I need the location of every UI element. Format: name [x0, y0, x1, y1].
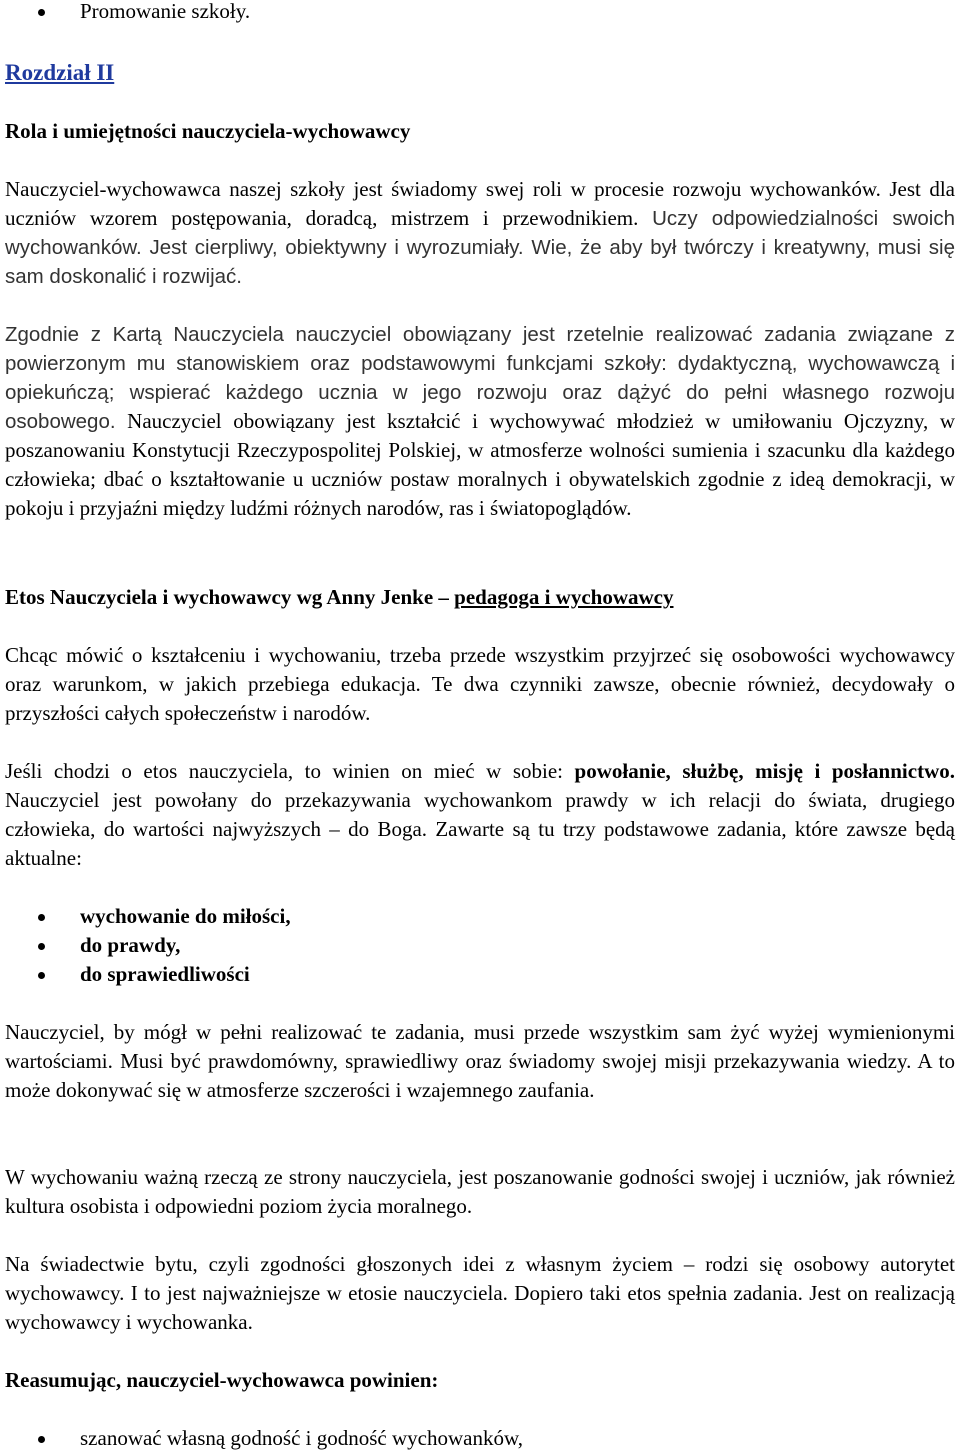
paragraph-ethos-bold: powołanie, służbę, misję i posłannictwo. — [574, 759, 955, 783]
section-title-ethos — [5, 583, 955, 612]
paragraph-education: Chcąc mówić o kształceniu i wychowaniu, trzeba przede wszystkim przyjrzeć się osobowości wychowawcy oraz warunkom, w jakich przebiega edukacja. Te dwa czynniki zawsze, obecnie również, decydowały o przyszłości całych społeczeństw i narodów. — [5, 643, 955, 725]
list-item: szanować własną godność i godność wychowanków, — [5, 1424, 955, 1453]
paragraph-role-sans: Uczy odpowiedzialności swoich wychowanków. Jest cierpliwy, obiektywny i wyrozumiały. Wie, że aby był twórczy i kreatywny, musi się sam doskonalić i rozwijać. — [5, 207, 955, 288]
list-item: wychowanie do miłości, — [5, 902, 955, 931]
paragraph-values: Nauczyciel, by mógł w pełni realizować te zadania, musi przede wszystkim sam żyć wyżej wymienionymi wartościami. Musi być prawdomówny, sprawiedliwy oraz świadomy swojej misji przekazywania wiedzy. A to może dokonywać się w atmosferze szczerości i wzajemnego zaufania. — [5, 1020, 955, 1102]
section-title-ethos-suffix: pedagoga i wychowawcy — [454, 585, 674, 609]
bullet-list-summary — [5, 1424, 955, 1453]
chapter-title: Rozdział II — [5, 60, 115, 85]
paragraph-ethos-start: Jeśli chodzi o etos nauczyciela, to winien on mieć w sobie: — [5, 759, 575, 783]
paragraph-ethos — [5, 757, 955, 873]
paragraph-charter-serif: Nauczyciel obowiązany jest kształcić i wychowywać młodzież w umiłowaniu Ojczyzny, w poszanowaniu Konstytucji Rzeczypospolitej Polskiej, w atmosferze wolności sumienia i szacunku dla każdego człowieka; dbać o kształtowanie u uczniów postaw moralnych i obywatelskich zgodnie z ideą demokracji, w pokoju i przyjaźni między ludźmi różnych narodów, ras i światopoglądów. — [5, 409, 955, 520]
paragraph-charter-sans: Zgodnie z Kartą Nauczyciela nauczyciel obowiązany jest rzetelnie realizować zadania związane z powierzonym mu stanowiskiem oraz podstawowymi funkcjami szkoły: dydaktyczną, wychowawczą i opiekuńczą; wspierać każdego ucznia w jego rozwoju oraz dążyć do pełni własnego rozwoju osobowego. — [5, 323, 955, 433]
paragraph-role — [5, 175, 955, 291]
section-title-ethos-prefix: Etos Nauczyciela i wychowawcy wg Anny Jenke — [5, 585, 434, 609]
list-item: Promowanie szkoły. — [5, 0, 250, 26]
section-title-role: Rola i umiejętności nauczyciela-wychowawcy — [5, 119, 411, 143]
paragraph-teacher-charter — [5, 320, 955, 523]
paragraph-authority: Na świadectwie bytu, czyli zgodności głoszonych idei z własnym życiem – rodzi się osobowy autorytet wychowawcy. I to jest najważniejsze w etosie nauczyciela. Dopiero taki etos spełnia zadania. Jest on realizacją wychowawcy i wychowanka. — [5, 1252, 955, 1334]
list-item: do prawdy, — [5, 931, 955, 960]
section-title-summary: Reasumując, nauczyciel-wychowawca powinien: — [5, 1368, 439, 1392]
paragraph-dignity: W wychowaniu ważną rzeczą ze strony nauczyciela, jest poszanowanie godności swojej i uczniów, jak również kultura osobista i odpowiedni poziom życia moralnego. — [5, 1165, 955, 1218]
bullet-list-tasks — [5, 902, 955, 989]
paragraph-role-serif: Nauczyciel-wychowawca naszej szkoły jest świadomy swej roli w procesie rozwoju wychowanków. Jest dla uczniów wzorem postępowania, doradcą, mistrzem i przewodnikiem. — [5, 177, 955, 230]
section-title-ethos-dash: – — [433, 585, 455, 609]
bullet-list-top — [5, 0, 250, 26]
paragraph-ethos-end: Nauczyciel jest powołany do przekazywania wychowankom prawdy w ich relacji do świata, drugiego człowieka, do wartości najwyższych – do Boga. Zawarte są tu trzy podstawowe zadania, które zawsze będą aktualne: — [5, 788, 955, 870]
list-item: do sprawiedliwości — [5, 960, 955, 989]
